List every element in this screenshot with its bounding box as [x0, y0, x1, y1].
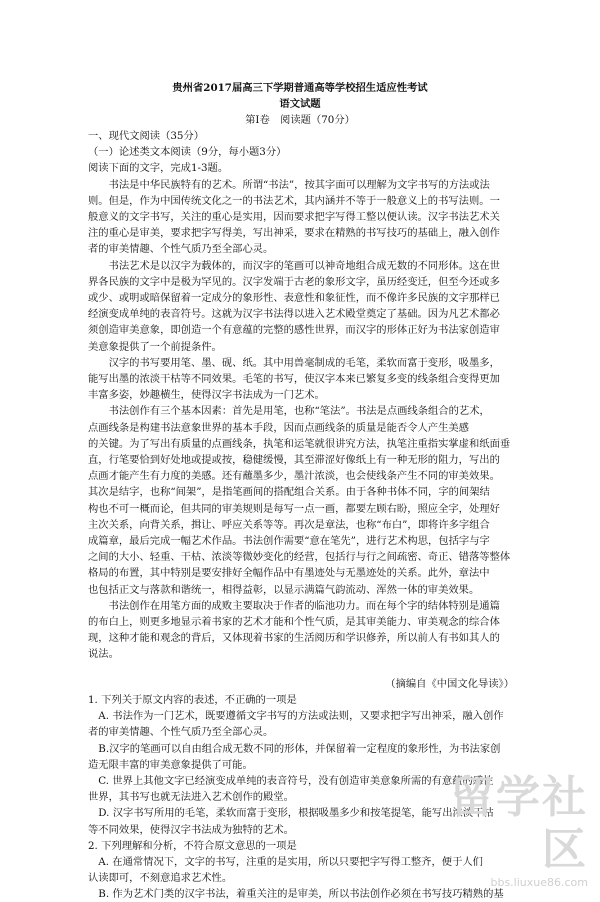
passage-line: 现，这种才能和观念的背后，又体现着书家的生活阅历和学识修养，所以前人有书如其人的	[88, 632, 500, 645]
passage-line: 书法艺术是以汉字为载体的，而汉字的笔画可以神奇地组合成无数的不同形体。这在世	[88, 259, 500, 272]
passage-line: 一、现代文阅读（35分）	[88, 130, 205, 142]
passage-line: （一）论述类文本阅读（9分，每小题3分）	[88, 146, 287, 159]
watermark	[418, 772, 588, 889]
passage-line: 或少、或明或暗保留着一定成分的象形性、表意性和象征性，而不像许多民族的文字那样已	[88, 292, 500, 304]
passage-line: 主次关系，向背关系，揖让、呼应关系等等。再次是章法，也称“布白”，即将许多字组合	[88, 518, 490, 531]
watermark-logo: 留学社区	[450, 772, 588, 875]
subject-title: 语文试题	[279, 98, 321, 110]
question-line: 认读即可，不刻意追求艺术性。	[88, 872, 233, 885]
passage-line: 成篇章，最后完成一幅艺术作品。书法创作需要“意在笔先”，进行艺术构思，包括字与字	[88, 535, 490, 547]
passage-line: 般意义的文字书写，关注的重心是实用，因而要求把字写得工整以便认读。汉字书法艺术关	[88, 211, 500, 223]
passage-line: 则。但是，作为中国传统文化之一的书法艺术，其内涵并不等于一般意义上的书写法则。一	[88, 194, 500, 207]
question-line: A. 书法作为一门艺术，既要遵循文字书写的方法或法则，又要求把字写出神采，融入创作	[88, 710, 504, 723]
source-note: （摘编自《中国文化导读》）	[385, 678, 514, 690]
question-line: 1. 下列关于原文内容的表述，不正确的一项是	[88, 694, 297, 706]
question-line: 2. 下列理解和分析，不符合原文意思的一项是	[88, 839, 297, 852]
passage-line: 格局的布置，其中特别是要安排好全幅作品中有墨迹处与无墨迹处的关系。此外，章法中	[88, 567, 490, 580]
passage-line: 点画线条是构建书法意象世界的基本手段，因而点画线条的质量是能否令人产生美感	[88, 421, 469, 434]
question-line: 者的审美情趣、个性气质乃至全部心灵。	[88, 726, 274, 739]
question-line: D. 汉字书写所用的毛笔，柔软而富于变形，根据吸墨多少和按笔提笔，能写出浓淡干枯	[88, 807, 494, 820]
question-line: B.汉字的笔画可以自由组合成无数不同的形体，并保留着一定程度的象形性，为书法家创	[88, 742, 501, 755]
passage-line: 直，行笔要恰到好处地或提或按，稳健缓慢，其至滞涩好像纸上有一种无形的阻力，写出的	[88, 454, 500, 466]
passage-line: 界各民族的文字中是极为罕见的。汉字发端于古老的象形文字，虽历经变迁，但至今还或多	[88, 275, 500, 288]
exam-title: 贵州省2017届高三下学期普通高等学校招生适应性考试	[172, 82, 428, 94]
passage-line: 的关键。为了写出有质量的点画线条，执笔和运笔就很讲究方法，执笔注重指实掌虚和纸面垂	[88, 437, 511, 450]
question-line: C. 世界上其他文字已经演变成单纯的表音符号，没有创造审美意象所需的有意蕴的感性	[88, 775, 494, 787]
passage-line: 书法创作在用笔方面的成败主要取决于作者的临池功力。而在每个字的结体特别是通篇	[88, 599, 500, 612]
question-line: B. 作为艺术门类的汉字书法，着重关注的是审美，所以书法创作必须在书写技巧精熟的基	[88, 888, 504, 901]
passage-line: 能写出墨的浓淡干枯等不同效果。毛笔的书写，使汉字本来已繁复多变的线条组合变得更加	[88, 373, 500, 385]
passage-line: 构也不可一概而论，但共同的审美规则是每写一点一画，都要左顾右盼，照应全字，处理好	[88, 502, 500, 515]
question-line: 等不同效果，使得汉字书法成为独特的艺术。	[88, 823, 294, 836]
passage-line: 点画才能产生有力度的美感。还有蘸墨多少，墨汁浓淡，也会使线条产生不同的审美效果。	[88, 470, 500, 483]
passage-line: 书法是中华民族特有的艺术。所谓“书法”，按其字面可以理解为文字书写的方法或法	[88, 178, 490, 191]
passage-line: 丰富多姿，妙趣横生，使得汉字书法成为一门艺术。	[88, 389, 325, 402]
passage-line: 其次是结字，也称“间架”，是指笔画间的搭配组合关系。由于各种书体不同，字的间架结	[88, 486, 490, 499]
passage-line: 者的审美情趣、个性气质乃至全部心灵。	[88, 243, 274, 256]
passage-line: 之间的大小、轻重、干枯、浓淡等微妙变化的经营，包括行与行之间疏密、奇正、错落等整体	[88, 551, 511, 564]
watermark-url: bbs.liuxue86.com	[490, 876, 588, 889]
passage-line: 阅读下面的文字，完成1-3题。	[88, 162, 229, 175]
question-line: 造无限丰富的审美意象提供了可能。	[88, 758, 253, 771]
passage-line: 注的重心是审美，要求把字写得美，写出神采，要求在精熟的书写技巧的基础上，融入创作	[88, 227, 500, 240]
passage-line: 须创造审美意象，即创造一个有意蕴的完整的感性世界，而汉字的形体正好为书法家创造审	[88, 324, 500, 337]
passage-line: 美意象提供了一个前提条件。	[88, 340, 222, 353]
passage-line: 也包括正文与落款和谐统一，相得益彰，以显示满篇气韵流动、浑然一体的审美效果。	[88, 583, 480, 596]
passage-line: 经演变成单纯的表音符号。这就为汉字书法得以进入艺术殿堂奠定了基础。因为凡艺术都必	[88, 308, 500, 321]
question-line: 世界，其书写也就无法进入艺术创作的殿堂。	[88, 791, 294, 804]
passage-line: 说法。	[88, 648, 119, 661]
question-line: A. 在通常情况下，文字的书写，注重的是实用，所以只要把字写得工整齐，便于人们	[88, 856, 483, 868]
volume-title: 第Ⅰ卷 阅读题（70分）	[245, 114, 355, 126]
passage-line: 书法创作有三个基本因素：首先是用笔，也称“笔法”。书法是点画线条组合的艺术，	[88, 405, 490, 418]
passage-line: 汉字的书写要用笔、墨、砚、纸。其中用兽毫制成的毛笔，柔软而富于变形，吸墨多，	[88, 356, 500, 369]
passage-line: 的布白上，则更多地显示着书家的艺术才能和个性气质，是其审美能力、审美观念的综合体	[88, 616, 500, 628]
